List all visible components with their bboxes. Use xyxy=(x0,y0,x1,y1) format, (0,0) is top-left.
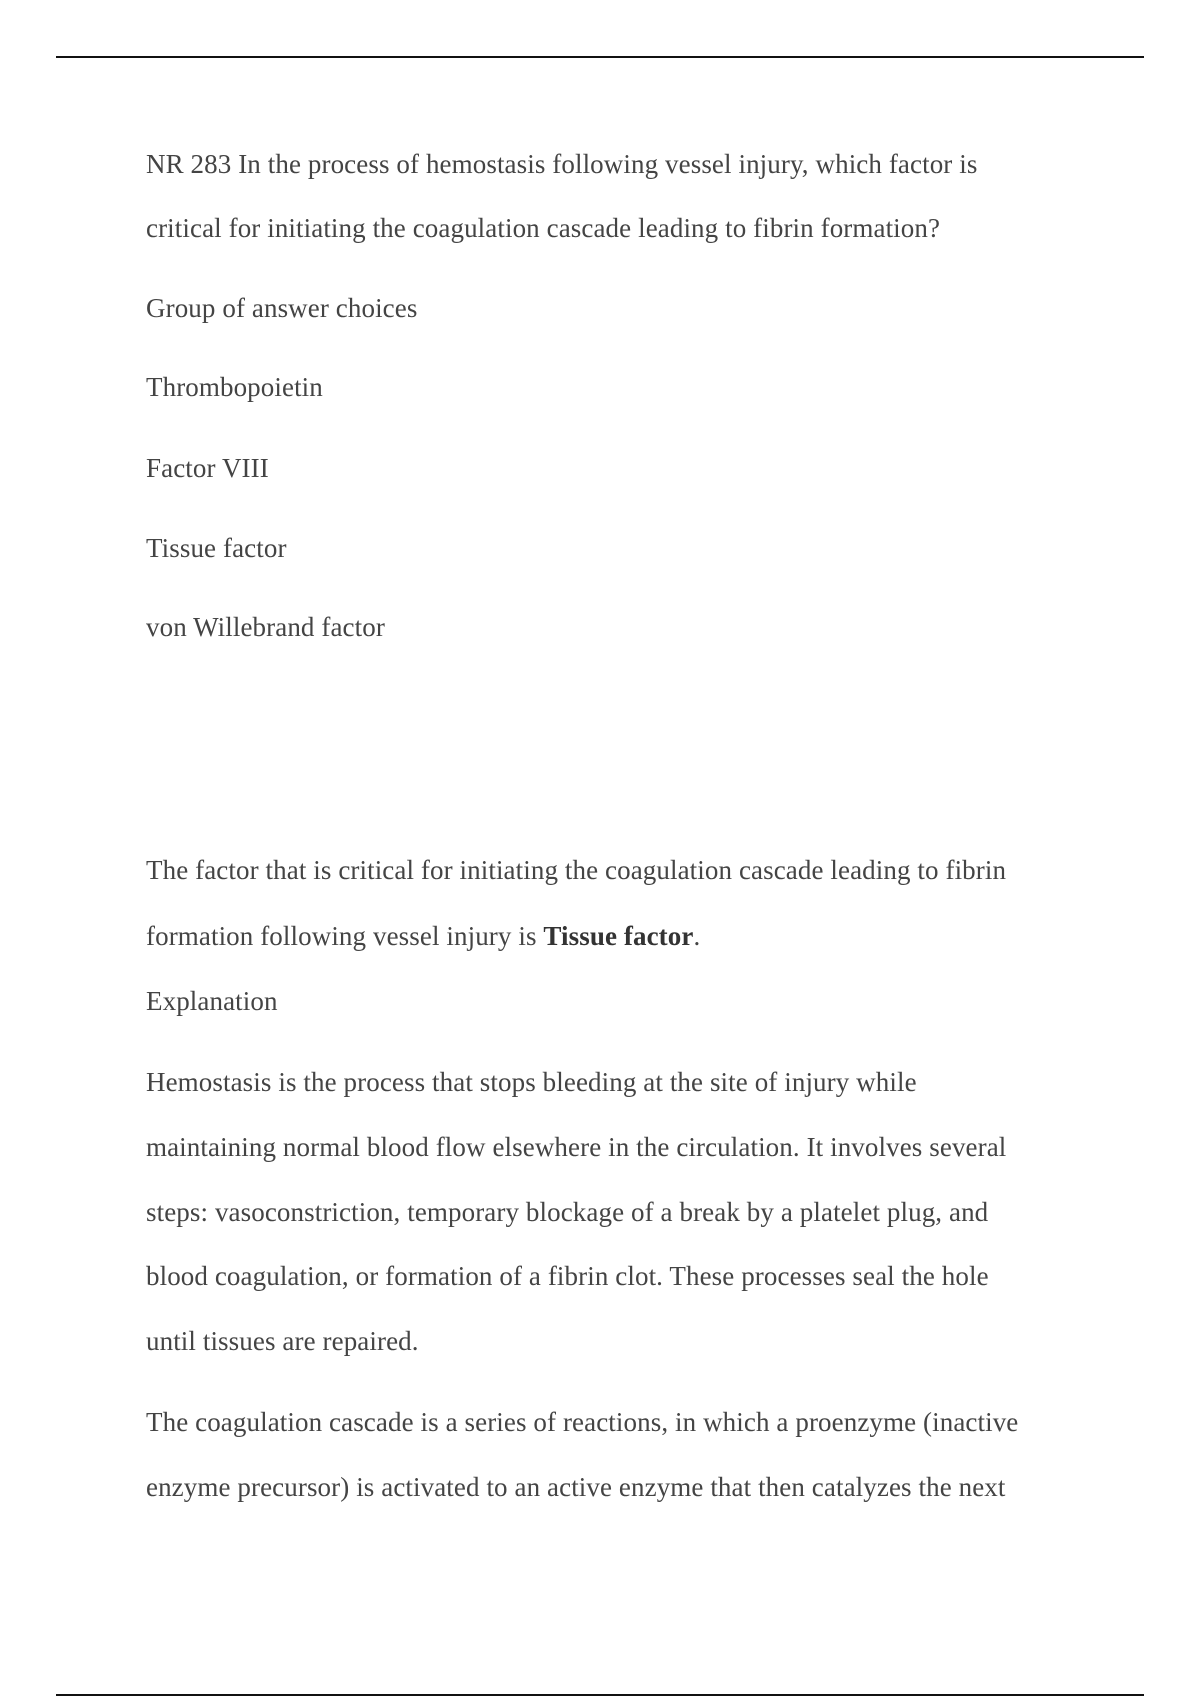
explanation-heading: Explanation xyxy=(146,986,278,1016)
answer-text-line-2 xyxy=(146,920,700,952)
choice-thrombopoietin: Thrombopoietin xyxy=(146,372,323,402)
explanation-p2-line-1: The coagulation cascade is a series of reactions, in which a proenzyme (inactive xyxy=(146,1407,1019,1437)
explanation-p1-line-3: steps: vasoconstriction, temporary blockage of a break by a platelet plug, and xyxy=(146,1197,989,1227)
choice-von-willebrand-factor: von Willebrand factor xyxy=(146,612,385,642)
choice-tissue-factor: Tissue factor xyxy=(146,533,287,563)
explanation-p1-line-1: Hemostasis is the process that stops bleeding at the site of injury while xyxy=(146,1067,917,1097)
choice-factor-viii: Factor VIII xyxy=(146,453,269,483)
bottom-divider xyxy=(56,1694,1144,1696)
explanation-p1-line-2: maintaining normal blood flow elsewhere in the circulation. It involves several xyxy=(146,1132,1007,1162)
question-text-line-1: NR 283 In the process of hemostasis following vessel injury, which factor is xyxy=(146,149,978,179)
answer-prefix: formation following vessel injury is xyxy=(146,921,544,951)
explanation-p2-line-2: enzyme precursor) is activated to an active enzyme that then catalyzes the next xyxy=(146,1472,1006,1502)
explanation-p1-line-5: until tissues are repaired. xyxy=(146,1326,419,1356)
answer-suffix: . xyxy=(693,921,701,951)
correct-answer: Tissue factor xyxy=(543,921,694,951)
explanation-p1-line-4: blood coagulation, or formation of a fibrin clot. These processes seal the hole xyxy=(146,1261,989,1291)
top-divider xyxy=(56,56,1144,58)
answer-text-line-1: The factor that is critical for initiating the coagulation cascade leading to fibrin xyxy=(146,855,1007,885)
question-text-line-2: critical for initiating the coagulation cascade leading to fibrin formation? xyxy=(146,213,941,243)
answer-choices-label: Group of answer choices xyxy=(146,293,418,323)
